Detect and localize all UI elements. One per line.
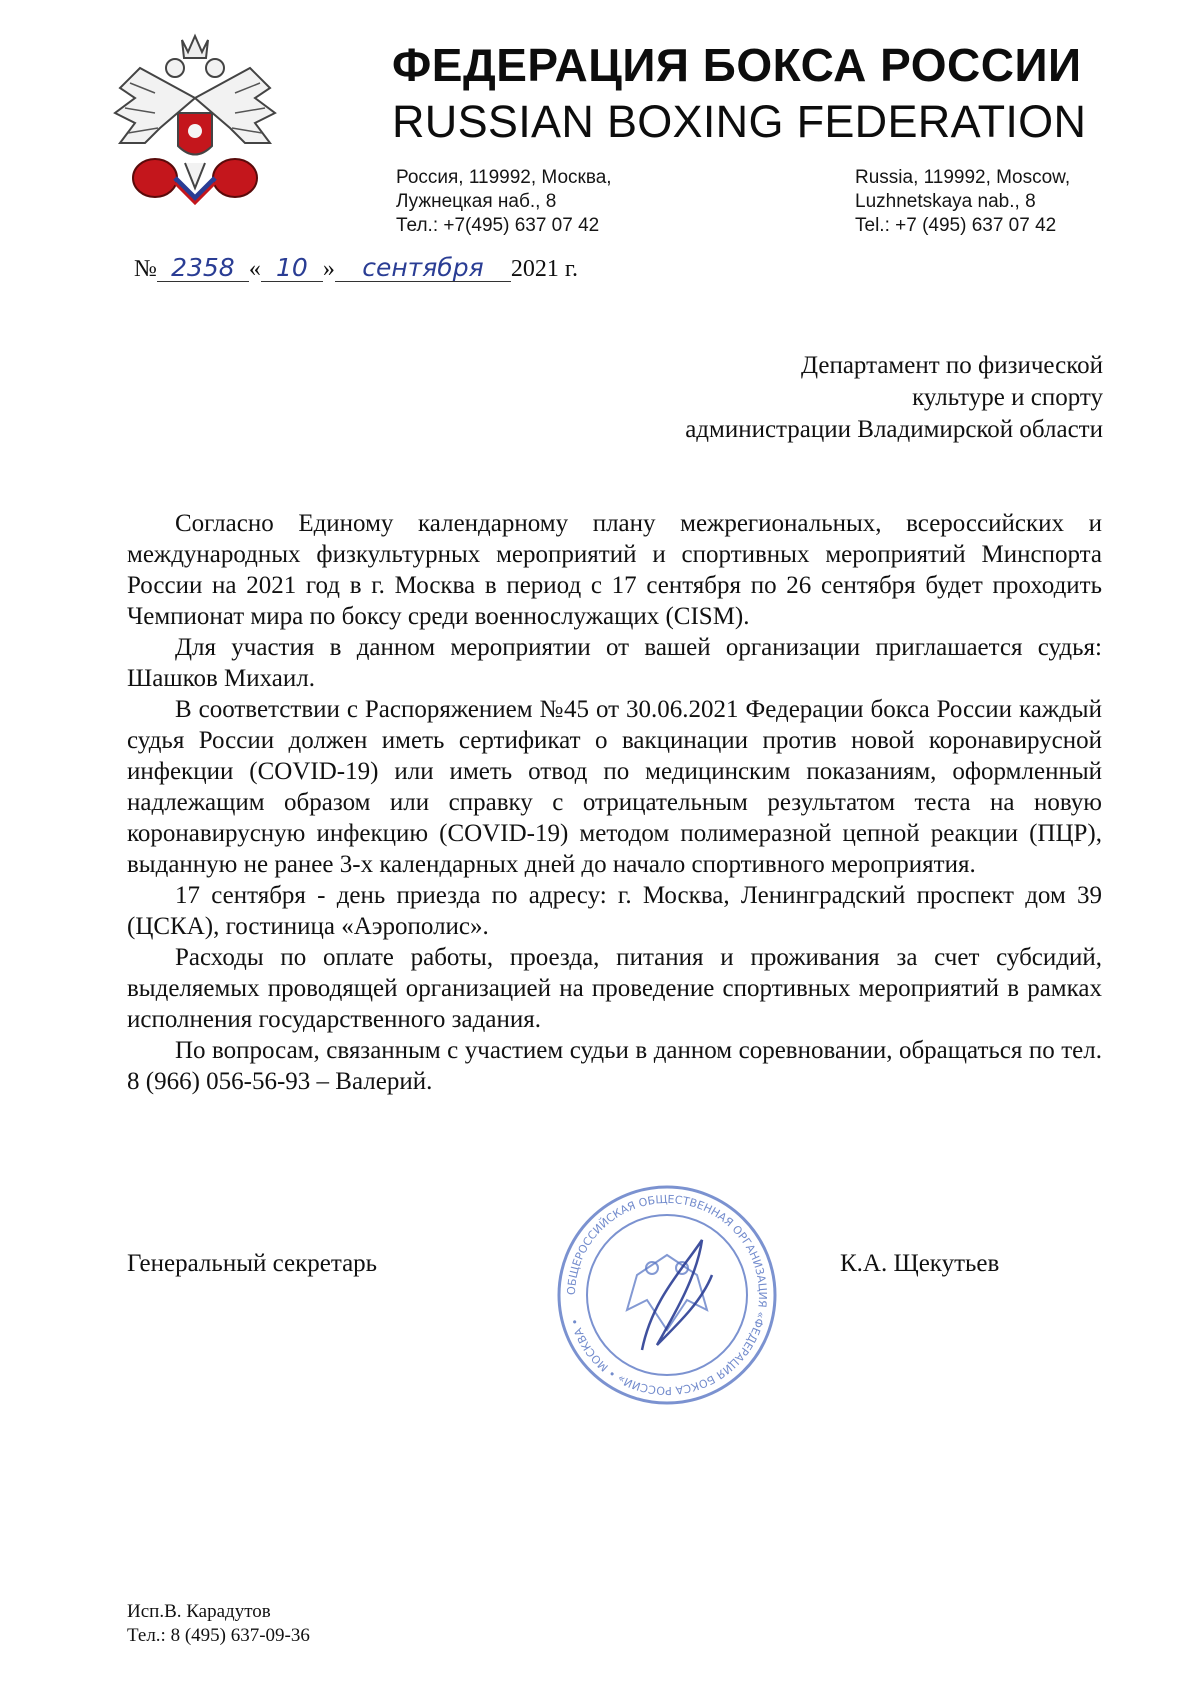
address-en-line: Tel.: +7 (495) 637 07 42 [855,215,1057,236]
executor-info [127,1600,310,1648]
ref-number-handwritten: 2358 [157,255,249,282]
stamp-ring-text: ОБЩЕРОССИЙСКАЯ ОБЩЕСТВЕННАЯ ОРГАНИЗАЦИЯ «ФЕДЕРАЦИЯ БОКСА РОССИИ» • МОСКВА • [564,1192,770,1398]
addressee-line: Департамент по физической [800,352,1103,379]
federation-emblem-icon [100,28,290,218]
executor-name: Исп.В. Карадутов [127,1601,271,1622]
address-ru-line: Тел.: +7(495) 637 07 42 [396,215,600,236]
signatory-name: К.А. Щекутьев [840,1250,1000,1277]
letter-body [127,508,1102,1097]
body-paragraph: Согласно Единому календарному плану межрегиональных, всероссийских и международных физкультурных мероприятий и спортивных мероприятий Минспорта России на 2021 год в г. Москва в период с 17 сентября по 26 сентября будет проходить Чемпионат мира по боксу среди военнослужащих (CISM). [127,510,1102,630]
body-paragraph: 17 сентября - день приезда по адресу: г. Москва, Ленинградский проспект дом 39 (ЦСКА), гостиница «Аэрополис». [127,882,1102,940]
address-en-line: Luzhnetskaya nab., 8 [855,191,1036,212]
ref-number-label: № [134,256,157,282]
org-name-ru: ФЕДЕРАЦИЯ БОКСА РОССИИ [392,39,1082,91]
executor-phone: Тел.: 8 (495) 637-09-36 [127,1625,310,1646]
address-ru-line: Лужнецкая наб., 8 [396,191,557,212]
address-ru-line: Россия, 119992, Москва, [396,167,612,188]
org-name-en: RUSSIAN BOXING FEDERATION [392,96,1087,147]
ref-day-handwritten: 10 [261,255,323,282]
address-en [855,166,1070,238]
ref-month-handwritten: сентября [335,255,511,282]
ref-close-quote: » [322,256,335,282]
addressee-line: культуре и спорту [912,384,1103,411]
address-en-line: Russia, 119992, Moscow, [855,167,1071,188]
ref-year: 2021 г. [510,256,579,282]
addressee-line: администрации Владимирской области [685,416,1103,443]
address-ru [396,166,612,238]
body-paragraph: Для участия в данном мероприятии от вашей организации приглашается судья: Шашков Михаил. [127,634,1102,692]
body-paragraph: Расходы по оплате работы, проезда, питания и проживания за счет субсидий, выделяемых проводящей организацией на проведение спортивных мероприятий в рамках исполнения государственного задания. [127,944,1102,1033]
official-stamp-icon [552,1180,782,1410]
reference-line [134,255,578,283]
addressee-block [560,350,1103,446]
signatory-title: Генеральный секретарь [127,1250,378,1277]
body-paragraph: В соответствии с Распоряжением №45 от 30.06.2021 Федерации бокса России каждый судья России должен иметь сертификат о вакцинации против новой коронавирусной инфекции (COVID-19) или иметь отвод по медицинским показаниям, оформленный надлежащим образом или справку с отрицательным результатом теста на новую коронавирусную инфекцию (COVID-19) методом полимеразной цепной реакции (ПЦР), выданную не ранее 3-х календарных дней до начало спортивного мероприятия. [127,696,1102,878]
ref-open-quote: « [248,256,261,282]
body-paragraph: По вопросам, связанным с участием судьи в данном соревновании, обращаться по тел. 8 (966) 056-56-93 – Валерий. [127,1037,1102,1095]
